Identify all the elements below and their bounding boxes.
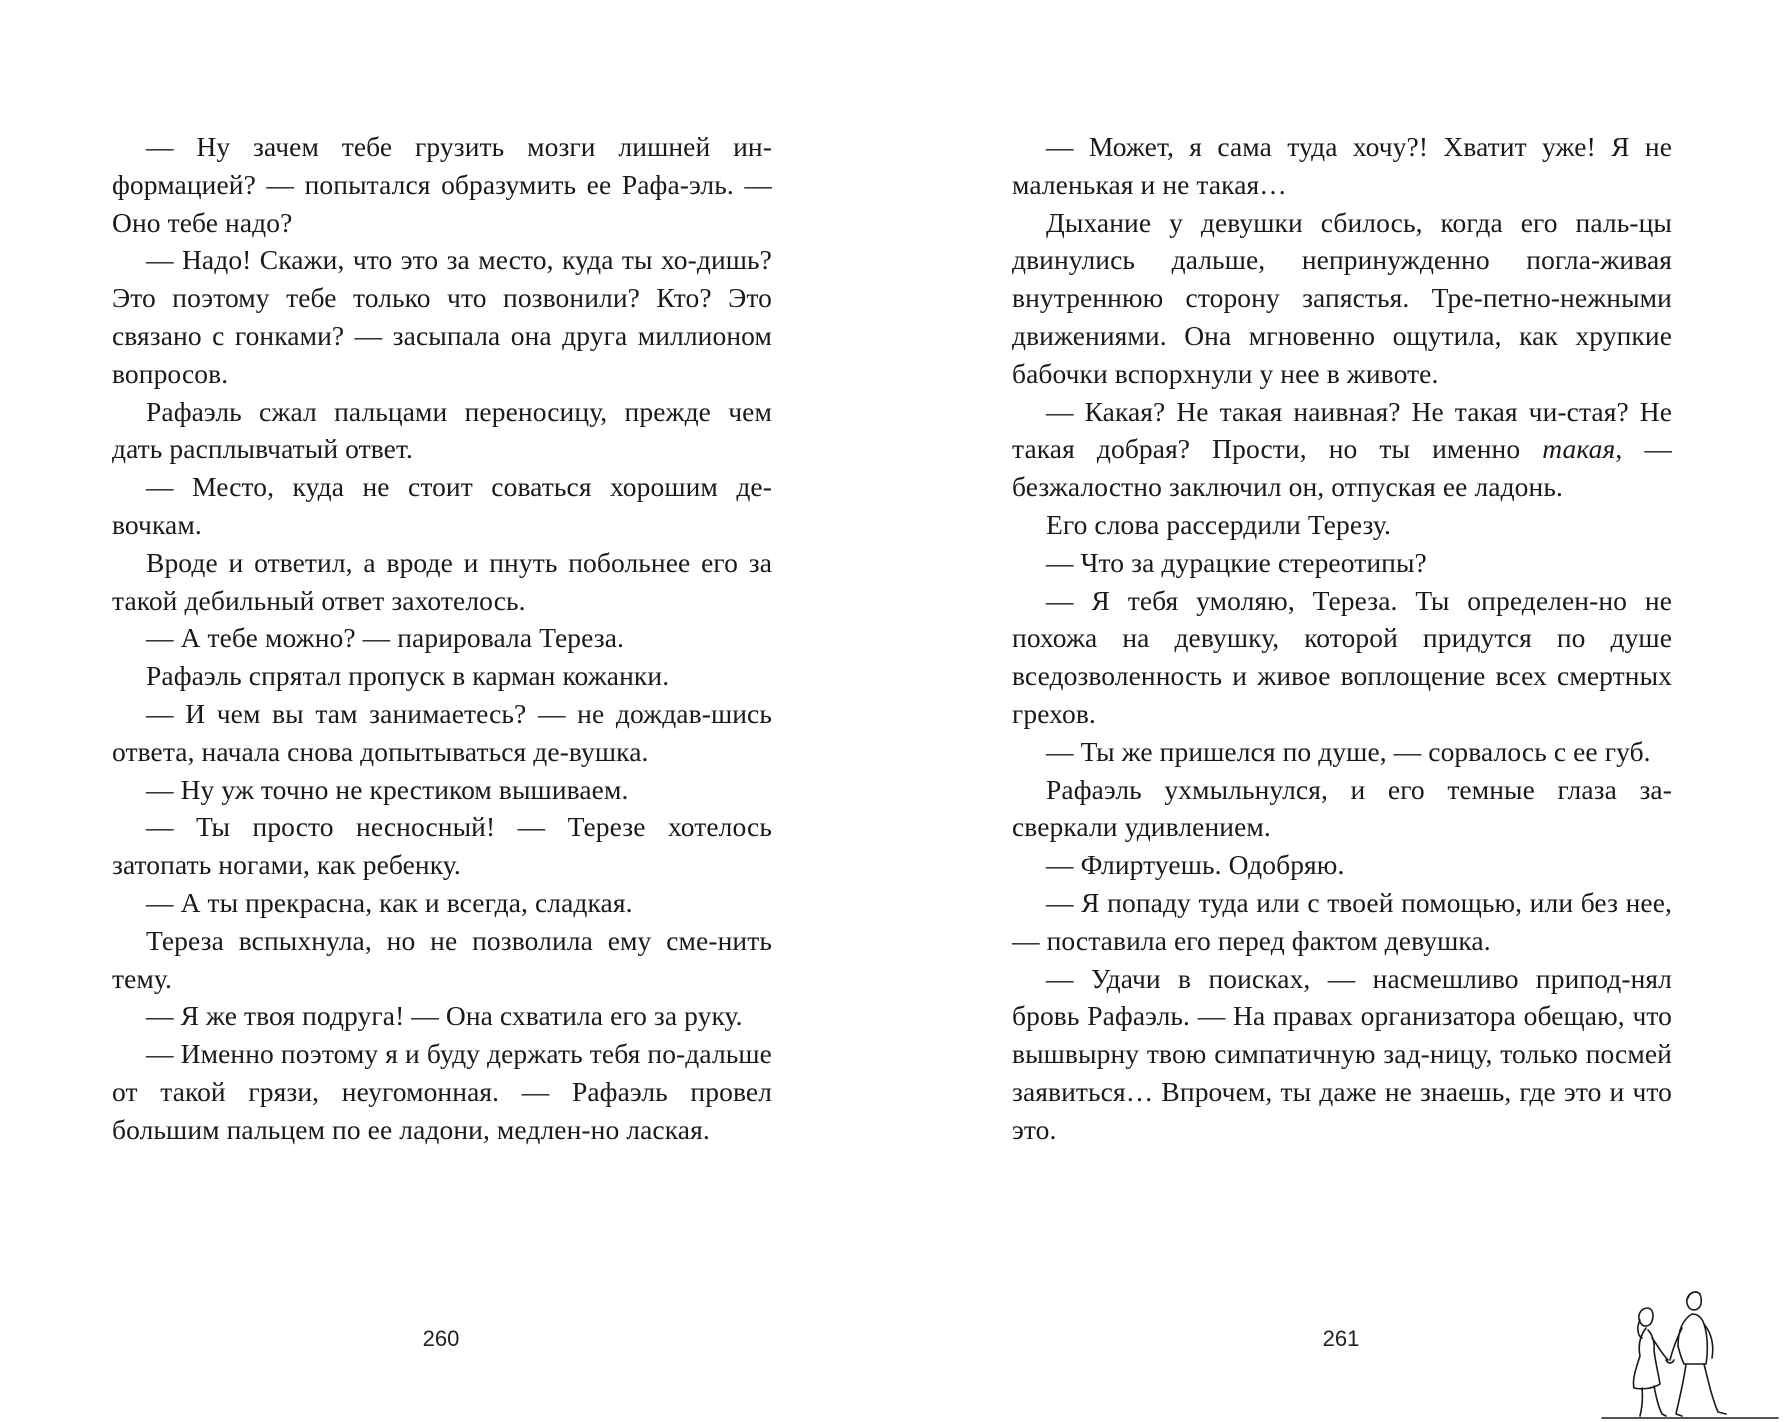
paragraph: Рафаэль ухмыльнулся, и его темные глаза за-сверкали удивлением. xyxy=(1012,773,1672,843)
right-page-text xyxy=(1012,128,1672,1149)
paragraph: — Надо! Скажи, что это за место, куда ты хо-дишь? Это поэтому тебе только что позвонили? Кто? Это связано с гонками? — засыпала она друга миллионом вопросов. xyxy=(112,244,772,389)
paragraph: Вроде и ответил, а вроде и пнуть побольнее его за такой дебильный ответ захотелось. xyxy=(112,546,772,616)
paragraph: — Ну зачем тебе грузить мозги лишней ин-формацией? — попытался образумить ее Рафа-эль. — Оно тебе надо? xyxy=(112,131,772,238)
right-page-number: 261 xyxy=(1322,1326,1360,1351)
paragraph-with-emphasis xyxy=(1012,393,1672,506)
paragraph: — Удачи в поисках, — насмешливо припод-нял бровь Рафаэль. — На правах организатора обещаю, что вышвырну твою симпатичную зад-ницу, только посмей заявиться… Впрочем, ты даже не знаешь, где это и что это. xyxy=(1012,962,1672,1145)
left-page-number: 260 xyxy=(422,1326,460,1351)
paragraph-text: — Какая? Не такая наивная? Не такая чи-стая? Не такая добрая? Прости, но ты именно xyxy=(1012,395,1672,465)
paragraph: Тереза вспыхнула, но не позволила ему сме-нить тему. xyxy=(112,924,772,994)
paragraph: — Может, я сама туда хочу?! Хватит уже! Я не маленькая и не такая… xyxy=(1012,131,1672,200)
paragraph: Рафаэль сжал пальцами переносицу, прежде чем дать расплывчатый ответ. xyxy=(112,395,772,465)
emphasized-word: такая xyxy=(1542,433,1616,465)
paragraph: Рафаэль спрятал пропуск в карман кожанки. xyxy=(146,660,670,692)
paragraph: Его слова рассердили Терезу. xyxy=(1046,508,1391,540)
paragraph: — Именно поэтому я и буду держать тебя по-дальше от такой грязи, неугомонная. — Рафаэль провел большим пальцем по ее ладони, медлен-но лаская. xyxy=(112,1038,772,1145)
paragraph: — И чем вы там занимаетесь? — не дождав-шись ответа, начала снова допытываться де-вушка. xyxy=(112,697,772,767)
left-page-text xyxy=(112,128,772,1149)
couple-walking-icon xyxy=(1600,1280,1780,1422)
paragraph: — Я попаду туда или с твоей помощью, или без нее, — поставила его перед фактом девушка. xyxy=(1012,886,1672,956)
paragraph: — Ты просто несносный! — Терезе хотелось затопать ногами, как ребенку. xyxy=(112,811,772,881)
paragraph: — Ну уж точно не крестиком вышиваем. xyxy=(146,773,629,805)
paragraph: — А ты прекрасна, как и всегда, сладкая. xyxy=(146,886,633,918)
paragraph: — А тебе можно? — парировала Тереза. xyxy=(146,622,624,654)
paragraph: Дыхание у девушки сбилось, когда его паль-цы двинулись дальше, непринужденно погла-живая внутреннюю сторону запястья. Тре-петно-нежными движениями. Она мгновенно ощутила, как хрупкие бабочки вспорхнули у нее в животе. xyxy=(1012,206,1672,389)
paragraph: — Ты же пришелся по душе, — сорвалось с ее губ. xyxy=(1046,735,1651,767)
paragraph: — Флиртуешь. Одобряю. xyxy=(1046,849,1345,881)
paragraph-text: , — безжалостно заключил он, отпуская ее ладонь. xyxy=(1012,433,1672,503)
paragraph: — Я тебя умоляю, Тереза. Ты определен-но не похожа на девушку, которой придутся по душе вседозволенность и живое воплощение всех смертных грехов. xyxy=(1012,584,1672,729)
paragraph: — Я же твоя подруга! — Она схватила его за руку. xyxy=(146,1000,743,1032)
paragraph: — Место, куда не стоит соваться хорошим де-вочкам. xyxy=(112,471,772,540)
paragraph: — Что за дурацкие стереотипы? xyxy=(1046,546,1427,578)
